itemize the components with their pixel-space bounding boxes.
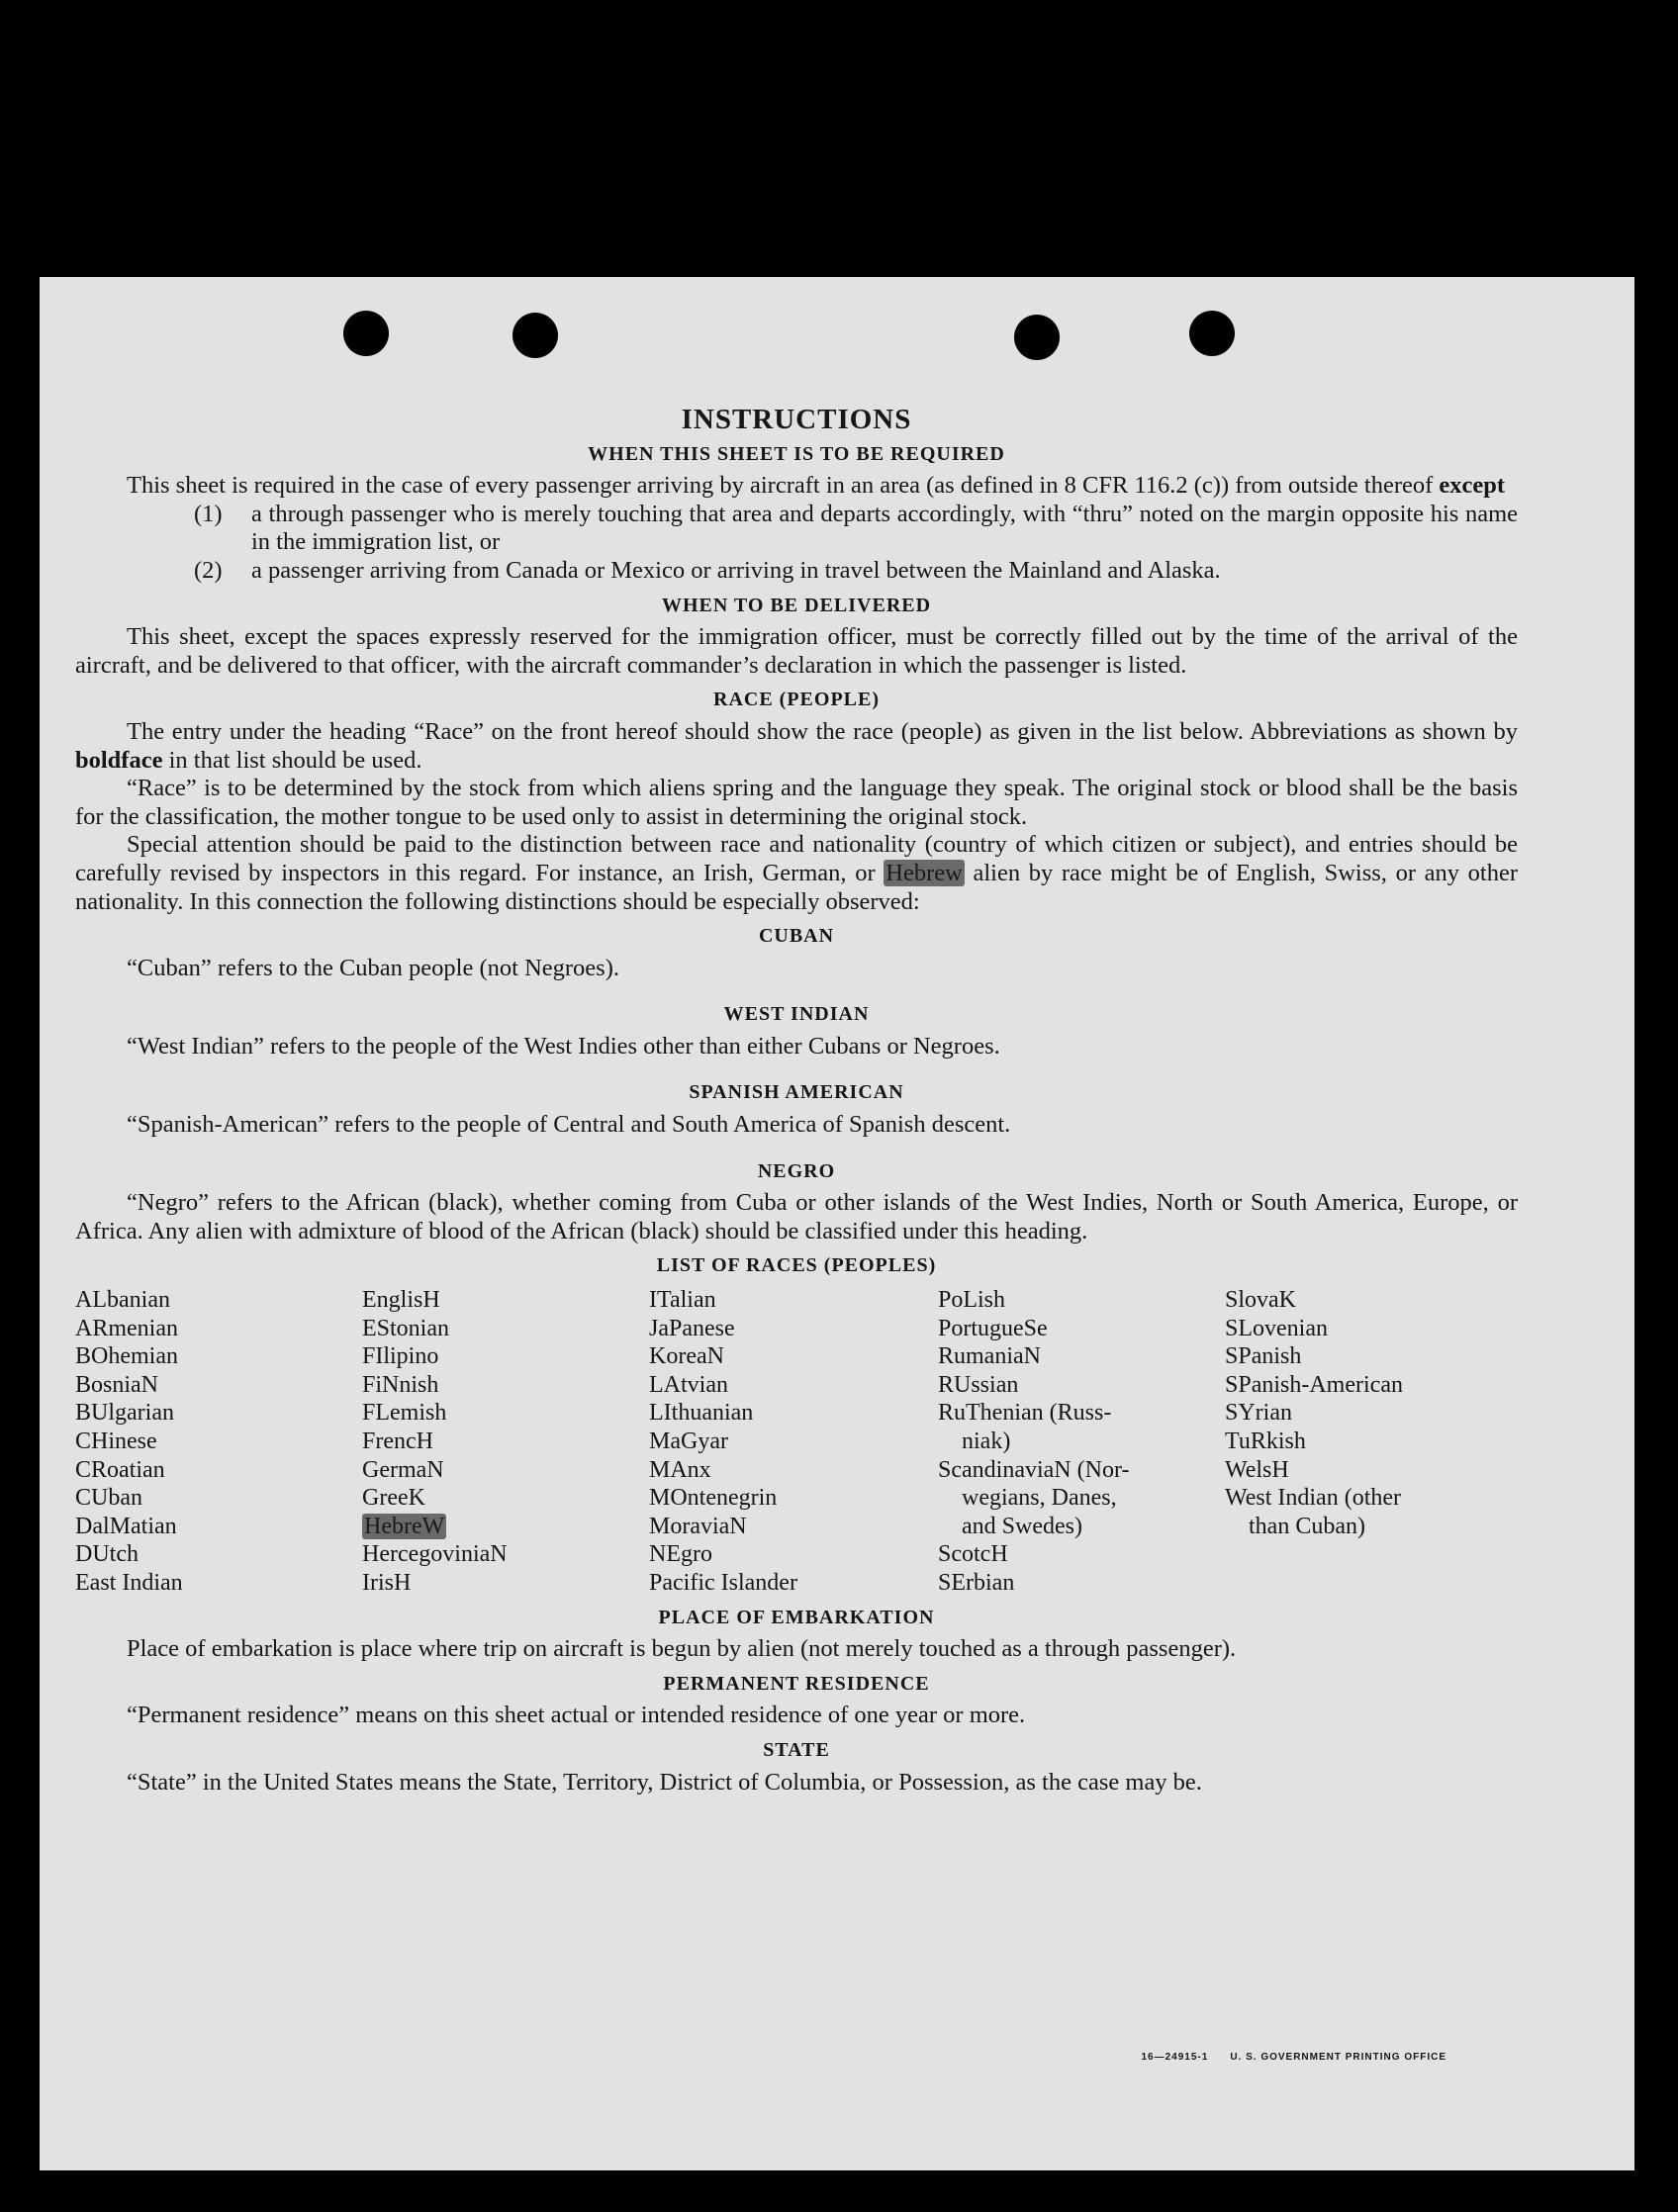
race-entry: LAtvian bbox=[649, 1371, 728, 1398]
state-text: “State” in the United States means the State, Territory, District of Columbia, or Possession, as the case may be. bbox=[127, 1768, 1202, 1796]
race-entry: MOntenegrin bbox=[649, 1485, 778, 1512]
race-entry: SPanish bbox=[1225, 1343, 1302, 1370]
race-entry-continued: and Swedes) bbox=[962, 1513, 1082, 1539]
section-heading-cuban: CUBAN bbox=[758, 925, 835, 948]
race-entry: DalMatian bbox=[75, 1513, 177, 1539]
smudged-word: Hebrew bbox=[886, 859, 963, 886]
race-entry: BOhemian bbox=[75, 1343, 178, 1370]
race-entry: KoreaN bbox=[649, 1343, 724, 1370]
race-entry: East Indian bbox=[75, 1569, 183, 1596]
race-paragraph-3 bbox=[75, 831, 1518, 916]
exception-number: (2) bbox=[194, 556, 223, 584]
race-entry: NEgro bbox=[649, 1541, 712, 1568]
race-entry: SYrian bbox=[1225, 1400, 1292, 1427]
race-entry: EStonian bbox=[362, 1315, 449, 1341]
races-list bbox=[75, 1286, 1518, 1598]
race-entry: ScotcH bbox=[938, 1541, 1008, 1568]
exception-text: a through passenger who is merely touching that area and departs accordingly, with “thru” noted on the margin opposite his name in the immigration list, or bbox=[251, 500, 1518, 556]
race-entry: FLemish bbox=[362, 1400, 447, 1427]
race-entry-continued: wegians, Danes, bbox=[962, 1485, 1117, 1512]
race-entry: FIlipino bbox=[362, 1343, 439, 1370]
page-title: INSTRUCTIONS bbox=[681, 404, 912, 435]
race-entry: EnglisH bbox=[362, 1287, 440, 1314]
race-entry: FiNnish bbox=[362, 1371, 439, 1398]
race-entry: CHinese bbox=[75, 1429, 157, 1454]
race-paragraph-1 bbox=[75, 718, 1518, 775]
races-column-4 bbox=[938, 1286, 1225, 1598]
race-entry: SlovaK bbox=[1225, 1287, 1296, 1314]
race-p3-text-end: alien by race might be of English, Swiss, or any other nationality. In this connection the following distinctions should be especially observed: bbox=[75, 859, 1518, 915]
race-entry: RuThenian (Russ- bbox=[938, 1400, 1112, 1427]
race-entry bbox=[362, 1513, 649, 1541]
delivered-text: This sheet, except the spaces expressly reserved for the immigration officer, must be correctly filled out by the time of the arrival of the aircraft, and be delivered to that officer, with the aircraft commander’s declaration in which the passenger is listed. bbox=[75, 623, 1518, 679]
race-entry: CRoatian bbox=[75, 1456, 165, 1483]
section-heading-spanish-american: SPANISH AMERICAN bbox=[689, 1081, 904, 1104]
races-column-2 bbox=[362, 1286, 649, 1598]
race-entry: MAnx bbox=[649, 1456, 711, 1483]
section-heading-west-indian: WEST INDIAN bbox=[723, 1003, 870, 1026]
race-entry: CUban bbox=[75, 1485, 142, 1512]
race-entry: IrisH bbox=[362, 1569, 412, 1596]
required-intro bbox=[75, 472, 1518, 501]
punch-hole bbox=[1014, 315, 1060, 360]
race-entry: HercegoviniaN bbox=[362, 1541, 508, 1568]
race-entry-continued: niak) bbox=[962, 1429, 1011, 1454]
race-entry: WelsH bbox=[1225, 1456, 1289, 1483]
embarkation-text: Place of embarkation is place where trip on aircraft is begun by alien (not merely touched as a through passenger). bbox=[127, 1635, 1237, 1663]
punch-hole bbox=[343, 311, 389, 356]
printing-office: U. S. GOVERNMENT PRINTING OFFICE bbox=[1230, 2052, 1446, 2063]
race-entry: West Indian (other bbox=[1225, 1485, 1402, 1512]
race-entry: MoraviaN bbox=[649, 1513, 747, 1539]
races-column-5 bbox=[1225, 1286, 1482, 1598]
race-entry: ARmenian bbox=[75, 1315, 178, 1341]
race-entry: GreeK bbox=[362, 1485, 425, 1512]
residence-text: “Permanent residence” means on this sheet actual or intended residence of one year or more. bbox=[127, 1702, 1026, 1729]
section-heading-race: RACE (PEOPLE) bbox=[713, 689, 880, 711]
race-p1-text-end: in that list should be used. bbox=[162, 746, 422, 774]
section-heading-required: WHEN THIS SHEET IS TO BE REQUIRED bbox=[588, 442, 1005, 465]
race-entry: FrencH bbox=[362, 1429, 433, 1454]
race-paragraph-2: “Race” is to be determined by the stock from which aliens spring and the language they speak. The original stock or blood shall be the basis for the classification, the mother tongue to be used only to assist in determining the original stock. bbox=[75, 775, 1518, 830]
section-heading-delivered: WHEN TO BE DELIVERED bbox=[661, 594, 932, 616]
race-entry: ITalian bbox=[649, 1287, 716, 1314]
race-entry: PortugueSe bbox=[938, 1315, 1048, 1341]
section-heading-state: STATE bbox=[763, 1738, 830, 1761]
punch-hole bbox=[1189, 311, 1235, 356]
race-p3-text: Special attention should be paid to the distinction between race and nationality (country of which citizen or subject), and entries should be carefully revised by inspectors in this regard. For instance, an Irish, German, or bbox=[75, 831, 1518, 886]
exception-item bbox=[194, 557, 1518, 586]
exception-number: (1) bbox=[194, 500, 223, 527]
printer-imprint bbox=[1141, 2052, 1446, 2063]
spanish-american-text: “Spanish-American” refers to the people of Central and South America of Spanish descent. bbox=[127, 1111, 1011, 1139]
race-entry: TuRkish bbox=[1225, 1429, 1306, 1454]
race-entry-continued: than Cuban) bbox=[1249, 1513, 1365, 1539]
exception-item bbox=[194, 501, 1518, 557]
smudged-race-entry: HebreW bbox=[364, 1513, 445, 1539]
race-entry: GermaN bbox=[362, 1456, 444, 1483]
required-intro-bold: except bbox=[1439, 472, 1506, 500]
instructions-body bbox=[75, 406, 1518, 1797]
race-entry: RUssian bbox=[938, 1371, 1019, 1398]
race-entry: BUlgarian bbox=[75, 1400, 174, 1427]
race-entry: SPanish-American bbox=[1225, 1371, 1403, 1398]
race-p1-bold: boldface bbox=[75, 746, 163, 774]
cuban-text: “Cuban” refers to the Cuban people (not Negroes). bbox=[127, 954, 619, 981]
section-heading-races-list: LIST OF RACES (PEOPLES) bbox=[656, 1254, 937, 1277]
race-entry: MaGyar bbox=[649, 1429, 728, 1454]
form-code: 16—24915-1 bbox=[1141, 2052, 1209, 2063]
section-heading-negro: NEGRO bbox=[757, 1159, 836, 1182]
instruction-sheet bbox=[40, 277, 1634, 2170]
exception-text: a passenger arriving from Canada or Mexico or arriving in travel between the Mainland and Alaska. bbox=[251, 556, 1221, 584]
race-entry: RumaniaN bbox=[938, 1343, 1041, 1370]
race-entry: JaPanese bbox=[649, 1315, 735, 1341]
race-entry: PoLish bbox=[938, 1287, 1006, 1314]
race-entry: SErbian bbox=[938, 1569, 1015, 1596]
race-entry: ScandinaviaN (Nor- bbox=[938, 1456, 1130, 1483]
race-entry: BosniaN bbox=[75, 1371, 158, 1398]
negro-text: “Negro” refers to the African (black), whether coming from Cuba or other islands of the West Indies, North or South America, Europe, or Africa. Any alien with admixture of blood of the African (black) should be classified under this heading. bbox=[75, 1189, 1518, 1244]
west-indian-text: “West Indian” refers to the people of the West Indies other than either Cubans or Negroes. bbox=[127, 1032, 1000, 1060]
race-entry: DUtch bbox=[75, 1541, 139, 1568]
section-heading-residence: PERMANENT RESIDENCE bbox=[663, 1672, 930, 1695]
race-entry: Pacific Islander bbox=[649, 1569, 797, 1596]
race-entry: LIthuanian bbox=[649, 1400, 754, 1427]
race-p1-text: The entry under the heading “Race” on the front hereof should show the race (people) as given in the list below. Abbreviations as shown by bbox=[127, 717, 1518, 745]
punch-hole bbox=[513, 313, 558, 358]
race-entry: SLovenian bbox=[1225, 1315, 1328, 1341]
required-intro-text: This sheet is required in the case of every passenger arriving by aircraft in an area (as defined in 8 CFR 116.2 (c)) from outside thereof bbox=[127, 472, 1440, 500]
race-entry: ALbanian bbox=[75, 1287, 170, 1314]
section-heading-embarkation: PLACE OF EMBARKATION bbox=[658, 1606, 935, 1628]
races-column-3 bbox=[649, 1286, 938, 1598]
races-column-1 bbox=[75, 1286, 362, 1598]
